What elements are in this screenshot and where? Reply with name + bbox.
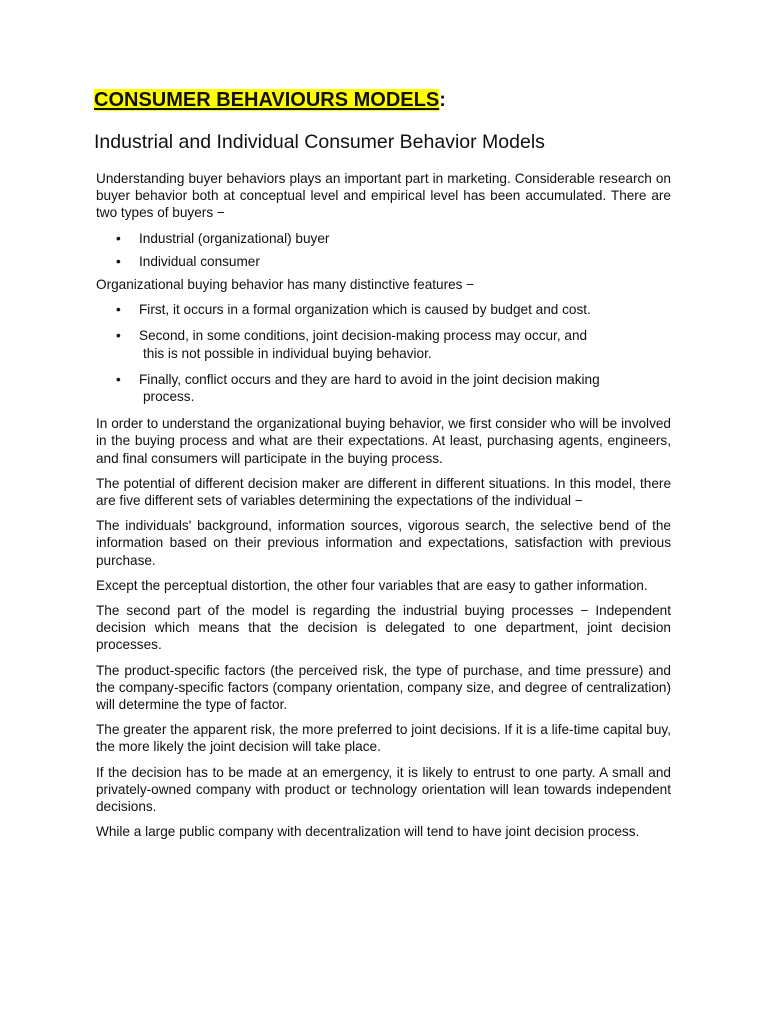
body-paragraph: In order to understand the organizational buying behavior, we first consider who will be involved in the buying process and what are their expectations. At least, purchasing agents, engineers, and final consumers will participate in the buying process.	[96, 416, 671, 466]
body-paragraph: The potential of different decision maker are different in different situations. In this model, there are five different sets of variables determining the expectations of the individual −	[96, 475, 671, 509]
body-paragraph: Except the perceptual distortion, the other four variables that are easy to gather information.	[96, 577, 648, 593]
list-item	[96, 371, 671, 405]
list-item-text: Industrial (organizational) buyer	[139, 230, 330, 246]
list-item	[96, 327, 671, 361]
intro-paragraph: Understanding buyer behaviors plays an important part in marketing. Considerable research on buyer behavior both at conceptual level and empirical level has been accumulated. There are two types of buyers −	[96, 171, 671, 221]
body-paragraph: If the decision has to be made at an emergency, it is likely to entrust to one party. A small and privately-owned company with product or technology orientation will lean towards independent decisions.	[96, 764, 671, 815]
title-highlight: CONSUMER BEHAVIOURS MODELS	[94, 89, 440, 111]
title-colon: :	[439, 89, 446, 111]
body-paragraph: The product-specific factors (the perceived risk, the type of purchase, and time pressure) and the company-specific factors (company orientation, company size, and degree of centralization) will determine the type of factor.	[96, 662, 671, 713]
list-item	[96, 253, 671, 270]
buyer-types-list	[96, 230, 671, 270]
bullet-icon: •	[116, 328, 121, 344]
list-item	[96, 301, 671, 318]
list-item-text: Second, in some conditions, joint decision-making process may occur, and	[139, 328, 588, 344]
document-body	[96, 170, 671, 849]
list-item	[96, 230, 671, 247]
list-item-text: First, it occurs in a formal organization which is caused by budget and cost.	[139, 302, 591, 318]
list-item-text: Individual consumer	[139, 253, 260, 269]
features-intro: Organizational buying behavior has many distinctive features −	[96, 277, 475, 293]
page-title	[94, 87, 446, 113]
body-paragraph: While a large public company with decentralization will tend to have joint decision process.	[96, 824, 640, 840]
bullet-icon: •	[116, 302, 121, 318]
bullet-icon: •	[116, 230, 121, 246]
page-subtitle: Industrial and Individual Consumer Behavior Models	[94, 131, 545, 153]
list-item-continuation: this is not possible in individual buying behavior.	[143, 345, 432, 361]
list-item-continuation: process.	[143, 389, 195, 405]
body-paragraph: The individuals' background, information sources, vigorous search, the selective bend of the information based on their previous information and expectations, satisfaction with previous purchase.	[96, 518, 671, 568]
features-list	[96, 301, 671, 405]
bullet-icon: •	[116, 371, 121, 387]
bullet-icon: •	[116, 253, 121, 269]
body-paragraph: The greater the apparent risk, the more preferred to joint decisions. If it is a life-time capital buy, the more likely the joint decision will take place.	[96, 722, 671, 755]
list-item-text: Finally, conflict occurs and they are hard to avoid in the joint decision making	[139, 371, 600, 387]
body-paragraph: The second part of the model is regarding the industrial buying processes − Independent decision which means that the decision is delegated to one department, joint decision processes.	[96, 603, 671, 653]
